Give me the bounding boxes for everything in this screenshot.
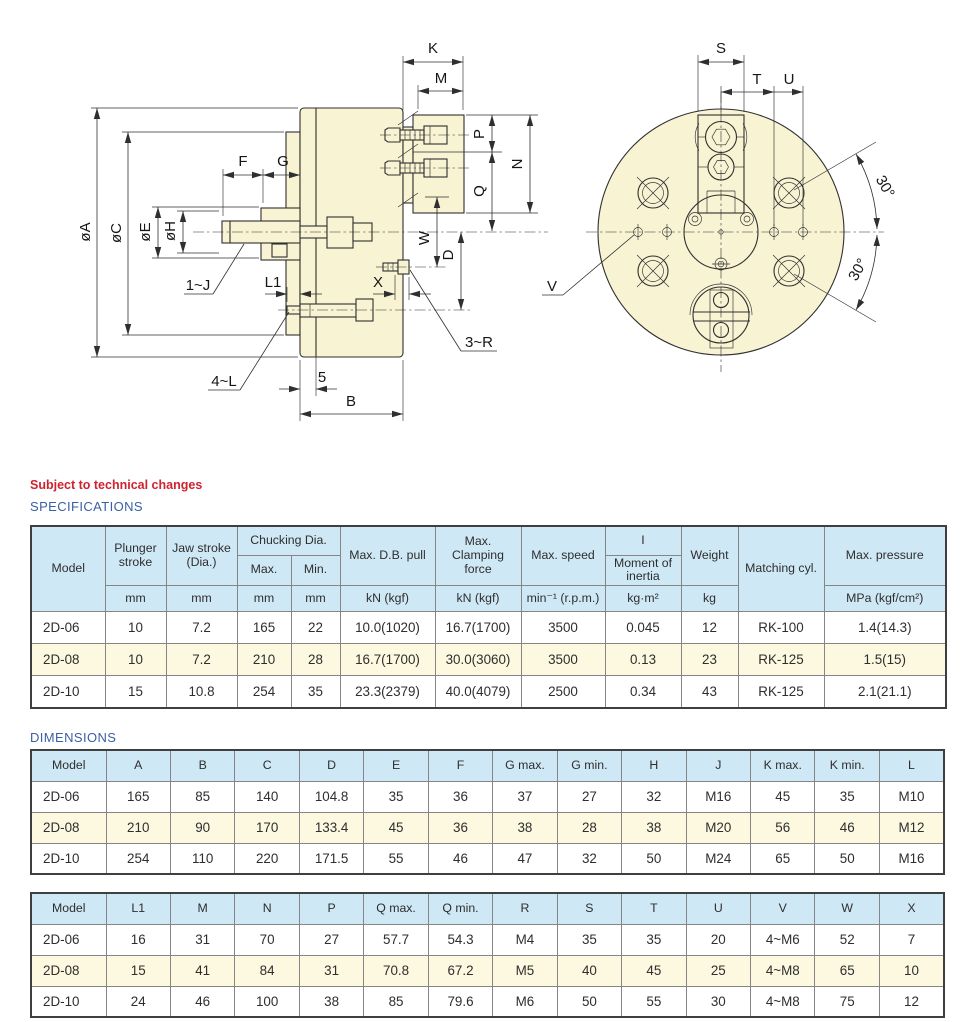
dim-label-l1: L1 xyxy=(264,274,282,291)
value-cell: 50 xyxy=(557,986,621,1017)
value-cell: 254 xyxy=(237,676,291,708)
value-cell: 32 xyxy=(622,781,686,812)
value-cell: 65 xyxy=(815,955,879,986)
col-header-chucking-min: Min. xyxy=(291,555,340,586)
col-header-max-speed: Max. speed xyxy=(521,526,605,586)
dim-label-3r: 3~R xyxy=(465,334,493,351)
value-cell: 46 xyxy=(170,986,234,1017)
dim-label-1j: 1~J xyxy=(185,277,211,294)
value-cell: 15 xyxy=(105,676,166,708)
column-header: Q max. xyxy=(364,893,428,924)
value-cell: 28 xyxy=(557,812,621,843)
value-cell: M6 xyxy=(493,986,557,1017)
value-cell: 43 xyxy=(681,676,738,708)
model-cell: 2D-10 xyxy=(31,676,105,708)
value-cell: 2.1(21.1) xyxy=(824,676,946,708)
col-header-db-pull: Max. D.B. pull xyxy=(340,526,435,586)
dim-label-v: V xyxy=(546,278,558,295)
value-cell: M4 xyxy=(493,924,557,955)
dim-label-dia-h: øH xyxy=(162,221,179,241)
table-row xyxy=(31,955,944,986)
col-header-jaw-stroke: Jaw stroke (Dia.) xyxy=(166,526,237,586)
unit-cell: kg·m² xyxy=(605,586,681,612)
value-cell: 24 xyxy=(106,986,170,1017)
dim-label-30-top: 30° xyxy=(871,172,898,201)
value-cell: 30.0(3060) xyxy=(435,644,521,676)
technical-changes-notice: Subject to technical changes xyxy=(30,478,203,492)
column-header: Model xyxy=(31,893,106,924)
dim-label-g: G xyxy=(277,153,289,170)
boss-nut xyxy=(272,244,287,257)
value-cell: 4~M8 xyxy=(751,955,815,986)
model-cell: 2D-06 xyxy=(31,781,106,812)
dim-label-u: U xyxy=(783,71,795,88)
value-cell: 1.4(14.3) xyxy=(824,612,946,644)
value-cell: 31 xyxy=(170,924,234,955)
value-cell: 67.2 xyxy=(428,955,492,986)
column-header: X xyxy=(879,893,944,924)
value-cell: 25 xyxy=(686,955,750,986)
column-header: P xyxy=(299,893,363,924)
unit-cell: kg xyxy=(681,586,738,612)
value-cell: 27 xyxy=(299,924,363,955)
value-cell: 28 xyxy=(291,644,340,676)
column-header: J xyxy=(686,750,750,781)
value-cell: 55 xyxy=(622,986,686,1017)
column-header: Q min. xyxy=(428,893,492,924)
col-header-model: Model xyxy=(31,526,105,612)
technical-drawing xyxy=(0,0,962,470)
dim-label-n: N xyxy=(509,158,526,170)
column-header: N xyxy=(235,893,299,924)
value-cell: 35 xyxy=(622,924,686,955)
column-header: B xyxy=(170,750,234,781)
value-cell: M12 xyxy=(879,812,944,843)
value-cell: 50 xyxy=(815,843,879,874)
value-cell: 37 xyxy=(493,781,557,812)
value-cell: 50 xyxy=(622,843,686,874)
unit-cell: min⁻¹ (r.p.m.) xyxy=(521,586,605,612)
value-cell: 12 xyxy=(879,986,944,1017)
value-cell: M24 xyxy=(686,843,750,874)
table-row xyxy=(31,812,944,843)
value-cell: 46 xyxy=(815,812,879,843)
value-cell: M20 xyxy=(686,812,750,843)
value-cell: M5 xyxy=(493,955,557,986)
table-row xyxy=(31,924,944,955)
col-header-plunger-stroke: Plunger stroke xyxy=(105,526,166,586)
value-cell: 100 xyxy=(235,986,299,1017)
table-row xyxy=(31,612,946,644)
value-cell: 79.6 xyxy=(428,986,492,1017)
col-header-chucking-max: Max. xyxy=(237,555,291,586)
value-cell: 56 xyxy=(751,812,815,843)
value-cell: 7.2 xyxy=(166,644,237,676)
value-cell: RK-100 xyxy=(738,612,824,644)
value-cell: RK-125 xyxy=(738,676,824,708)
column-header: Model xyxy=(31,750,106,781)
column-header: L1 xyxy=(106,893,170,924)
value-cell: 84 xyxy=(235,955,299,986)
value-cell: 23 xyxy=(681,644,738,676)
model-cell: 2D-10 xyxy=(31,843,106,874)
col-header-moment-of-inertia: Moment of inertia xyxy=(605,555,681,586)
value-cell: 10 xyxy=(105,644,166,676)
dim-label-5: 5 xyxy=(317,369,327,386)
value-cell: RK-125 xyxy=(738,644,824,676)
table-row xyxy=(31,644,946,676)
value-cell: 41 xyxy=(170,955,234,986)
column-header: V xyxy=(751,893,815,924)
model-cell: 2D-06 xyxy=(31,924,106,955)
side-view xyxy=(77,40,548,421)
dim-label-d: D xyxy=(440,249,457,261)
dim-label-dia-e: øE xyxy=(137,222,154,242)
dim-label-x: X xyxy=(372,274,384,291)
dim-label-m: M xyxy=(434,70,448,87)
table-row xyxy=(31,986,944,1017)
column-header: C xyxy=(235,750,299,781)
unit-cell: kN (kgf) xyxy=(435,586,521,612)
value-cell: 0.13 xyxy=(605,644,681,676)
dim-label-w: W xyxy=(416,230,433,246)
value-cell: 10 xyxy=(105,612,166,644)
value-cell: 220 xyxy=(235,843,299,874)
model-cell: 2D-08 xyxy=(31,812,106,843)
value-cell: 75 xyxy=(815,986,879,1017)
value-cell: 0.34 xyxy=(605,676,681,708)
value-cell: 3500 xyxy=(521,612,605,644)
unit-cell: MPa (kgf/cm²) xyxy=(824,586,946,612)
value-cell: 12 xyxy=(681,612,738,644)
column-header: K min. xyxy=(815,750,879,781)
dim-label-k: K xyxy=(427,40,439,57)
dim-label-30-bottom: 30° xyxy=(845,255,872,284)
value-cell: 104.8 xyxy=(299,781,363,812)
column-header: E xyxy=(364,750,428,781)
table-row xyxy=(31,843,944,874)
dim-label-q: Q xyxy=(471,185,488,197)
value-cell: 165 xyxy=(106,781,170,812)
column-header: S xyxy=(557,893,621,924)
column-header: D xyxy=(299,750,363,781)
value-cell: 7.2 xyxy=(166,612,237,644)
value-cell: 140 xyxy=(235,781,299,812)
value-cell: 70 xyxy=(235,924,299,955)
value-cell: 38 xyxy=(299,986,363,1017)
value-cell: 210 xyxy=(237,644,291,676)
unit-cell: mm xyxy=(291,586,340,612)
value-cell: 3500 xyxy=(521,644,605,676)
value-cell: M10 xyxy=(879,781,944,812)
value-cell: 254 xyxy=(106,843,170,874)
dimensions-heading: DIMENSIONS xyxy=(30,730,117,745)
value-cell: 35 xyxy=(815,781,879,812)
value-cell: 0.045 xyxy=(605,612,681,644)
value-cell: 2500 xyxy=(521,676,605,708)
value-cell: 40 xyxy=(557,955,621,986)
value-cell: 47 xyxy=(493,843,557,874)
value-cell: 70.8 xyxy=(364,955,428,986)
front-view xyxy=(542,40,898,372)
value-cell: 10.0(1020) xyxy=(340,612,435,644)
value-cell: 90 xyxy=(170,812,234,843)
column-header: L xyxy=(879,750,944,781)
unit-cell: mm xyxy=(166,586,237,612)
dim-label-b: B xyxy=(345,393,357,410)
value-cell: 10 xyxy=(879,955,944,986)
col-header-chucking-dia: Chucking Dia. xyxy=(237,526,340,555)
value-cell: 7 xyxy=(879,924,944,955)
column-header: R xyxy=(493,893,557,924)
unit-cell: kN (kgf) xyxy=(340,586,435,612)
value-cell: 30 xyxy=(686,986,750,1017)
value-cell: 45 xyxy=(751,781,815,812)
column-header: G max. xyxy=(493,750,557,781)
value-cell: 22 xyxy=(291,612,340,644)
value-cell: 57.7 xyxy=(364,924,428,955)
value-cell: 32 xyxy=(557,843,621,874)
dim-label-f: F xyxy=(238,153,248,170)
value-cell: 16.7(1700) xyxy=(435,612,521,644)
col-header-clamping-force: Max. Clamping force xyxy=(435,526,521,586)
value-cell: 52 xyxy=(815,924,879,955)
value-cell: 16 xyxy=(106,924,170,955)
column-header: H xyxy=(622,750,686,781)
dim-label-dia-a: øA xyxy=(77,222,94,242)
value-cell: 16.7(1700) xyxy=(340,644,435,676)
dim-label-t: T xyxy=(752,71,762,88)
dim-label-dia-c: øC xyxy=(108,223,125,243)
value-cell: 23.3(2379) xyxy=(340,676,435,708)
model-cell: 2D-08 xyxy=(31,644,105,676)
table-row xyxy=(31,781,944,812)
value-cell: 55 xyxy=(364,843,428,874)
value-cell: 170 xyxy=(235,812,299,843)
value-cell: 31 xyxy=(299,955,363,986)
value-cell: 85 xyxy=(364,986,428,1017)
dim-label-p: P xyxy=(471,128,488,140)
col-header-max-pressure: Max. pressure xyxy=(824,526,946,586)
value-cell: 133.4 xyxy=(299,812,363,843)
dimensions-table-1 xyxy=(30,749,945,875)
value-cell: 40.0(4079) xyxy=(435,676,521,708)
col-header-inertia-symbol: I xyxy=(605,526,681,555)
value-cell: M16 xyxy=(879,843,944,874)
dim-label-s: S xyxy=(715,40,727,57)
value-cell: 171.5 xyxy=(299,843,363,874)
value-cell: 110 xyxy=(170,843,234,874)
value-cell: 20 xyxy=(686,924,750,955)
value-cell: 38 xyxy=(493,812,557,843)
model-cell: 2D-06 xyxy=(31,612,105,644)
value-cell: 45 xyxy=(622,955,686,986)
unit-cell: mm xyxy=(105,586,166,612)
column-header: F xyxy=(428,750,492,781)
col-header-weight: Weight xyxy=(681,526,738,586)
value-cell: 65 xyxy=(751,843,815,874)
value-cell: 38 xyxy=(622,812,686,843)
value-cell: 36 xyxy=(428,781,492,812)
column-header: G min. xyxy=(557,750,621,781)
value-cell: 210 xyxy=(106,812,170,843)
column-header: K max. xyxy=(751,750,815,781)
value-cell: 27 xyxy=(557,781,621,812)
value-cell: 85 xyxy=(170,781,234,812)
column-header: W xyxy=(815,893,879,924)
column-header: M xyxy=(170,893,234,924)
wedge-block xyxy=(327,217,353,248)
value-cell: 35 xyxy=(557,924,621,955)
value-cell: 35 xyxy=(291,676,340,708)
column-header: U xyxy=(686,893,750,924)
value-cell: 1.5(15) xyxy=(824,644,946,676)
value-cell: 4~M8 xyxy=(751,986,815,1017)
dim-label-4l: 4~L xyxy=(211,373,237,390)
value-cell: 54.3 xyxy=(428,924,492,955)
column-header: T xyxy=(622,893,686,924)
specifications-heading: SPECIFICATIONS xyxy=(30,499,143,514)
dimensions-table-2 xyxy=(30,892,945,1018)
specifications-table xyxy=(30,525,947,709)
value-cell: 10.8 xyxy=(166,676,237,708)
unit-cell: mm xyxy=(237,586,291,612)
model-cell: 2D-10 xyxy=(31,986,106,1017)
table-row xyxy=(31,676,946,708)
value-cell: 35 xyxy=(364,781,428,812)
value-cell: M16 xyxy=(686,781,750,812)
value-cell: 46 xyxy=(428,843,492,874)
col-header-matching-cyl: Matching cyl. xyxy=(738,526,824,612)
value-cell: 36 xyxy=(428,812,492,843)
column-header: A xyxy=(106,750,170,781)
value-cell: 4~M6 xyxy=(751,924,815,955)
value-cell: 165 xyxy=(237,612,291,644)
value-cell: 15 xyxy=(106,955,170,986)
model-cell: 2D-08 xyxy=(31,955,106,986)
value-cell: 45 xyxy=(364,812,428,843)
